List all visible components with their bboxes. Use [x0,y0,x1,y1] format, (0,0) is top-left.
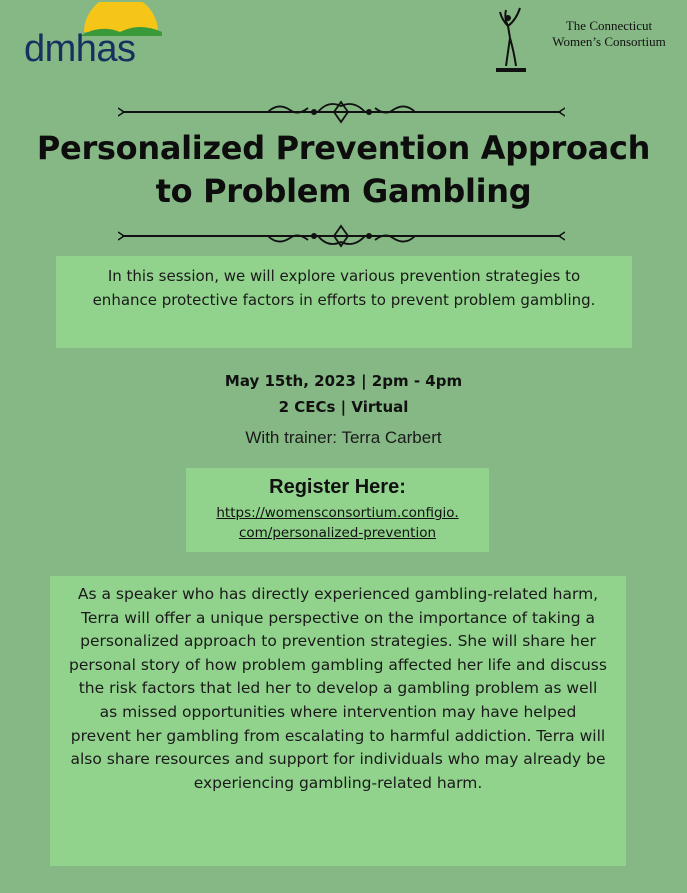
dmhas-wordmark: dmhas [24,28,136,70]
event-ceus: 2 CECs | Virtual [278,398,409,416]
register-link-line-2[interactable]: com/personalized-prevention [238,525,437,541]
title-line-2: to Problem Gambling [155,172,532,210]
cwc-wordmark [534,18,684,50]
description-text: As a speaker who has directly experienced gambling-related harm, Terra will offer a unique perspective on the importance of taking a personalized approach to prevention strategies. She will share her personal story of how problem gambling affected her life and discuss the risk factors that led her to develop a gambling problem as well as missed opportunities where intervention may have helped prevent her gambling from escalating to harmful addiction. Terra will also share resources and support for individuals who may already be experiencing gambling-related harm. [69,585,607,792]
dmhas-logo [24,2,144,70]
title-line-1: Personalized Prevention Approach [36,129,651,167]
flourish-divider-icon [118,100,565,124]
cwc-line-2: Women’s Consortium [552,34,666,49]
trainer-name: With trainer: Terra Carbert [245,428,442,447]
cwc-line-1: The Connecticut [565,18,653,33]
cwc-logo [494,4,684,76]
flourish-divider-icon [118,224,565,248]
event-date-time: May 15th, 2023 | 2pm - 4pm [224,372,463,390]
register-link[interactable] [186,503,489,543]
register-box [186,468,489,552]
intro-text: In this session, we will explore various prevention strategies to enhance protective factors in efforts to prevent problem gambling. [92,267,596,309]
register-link-line-1[interactable]: https://womensconsortium.configio. [216,505,459,521]
figure-icon [494,4,530,76]
page-title [0,127,687,213]
register-heading: Register Here: [269,476,406,498]
description-box [50,576,626,866]
intro-box [56,256,632,348]
